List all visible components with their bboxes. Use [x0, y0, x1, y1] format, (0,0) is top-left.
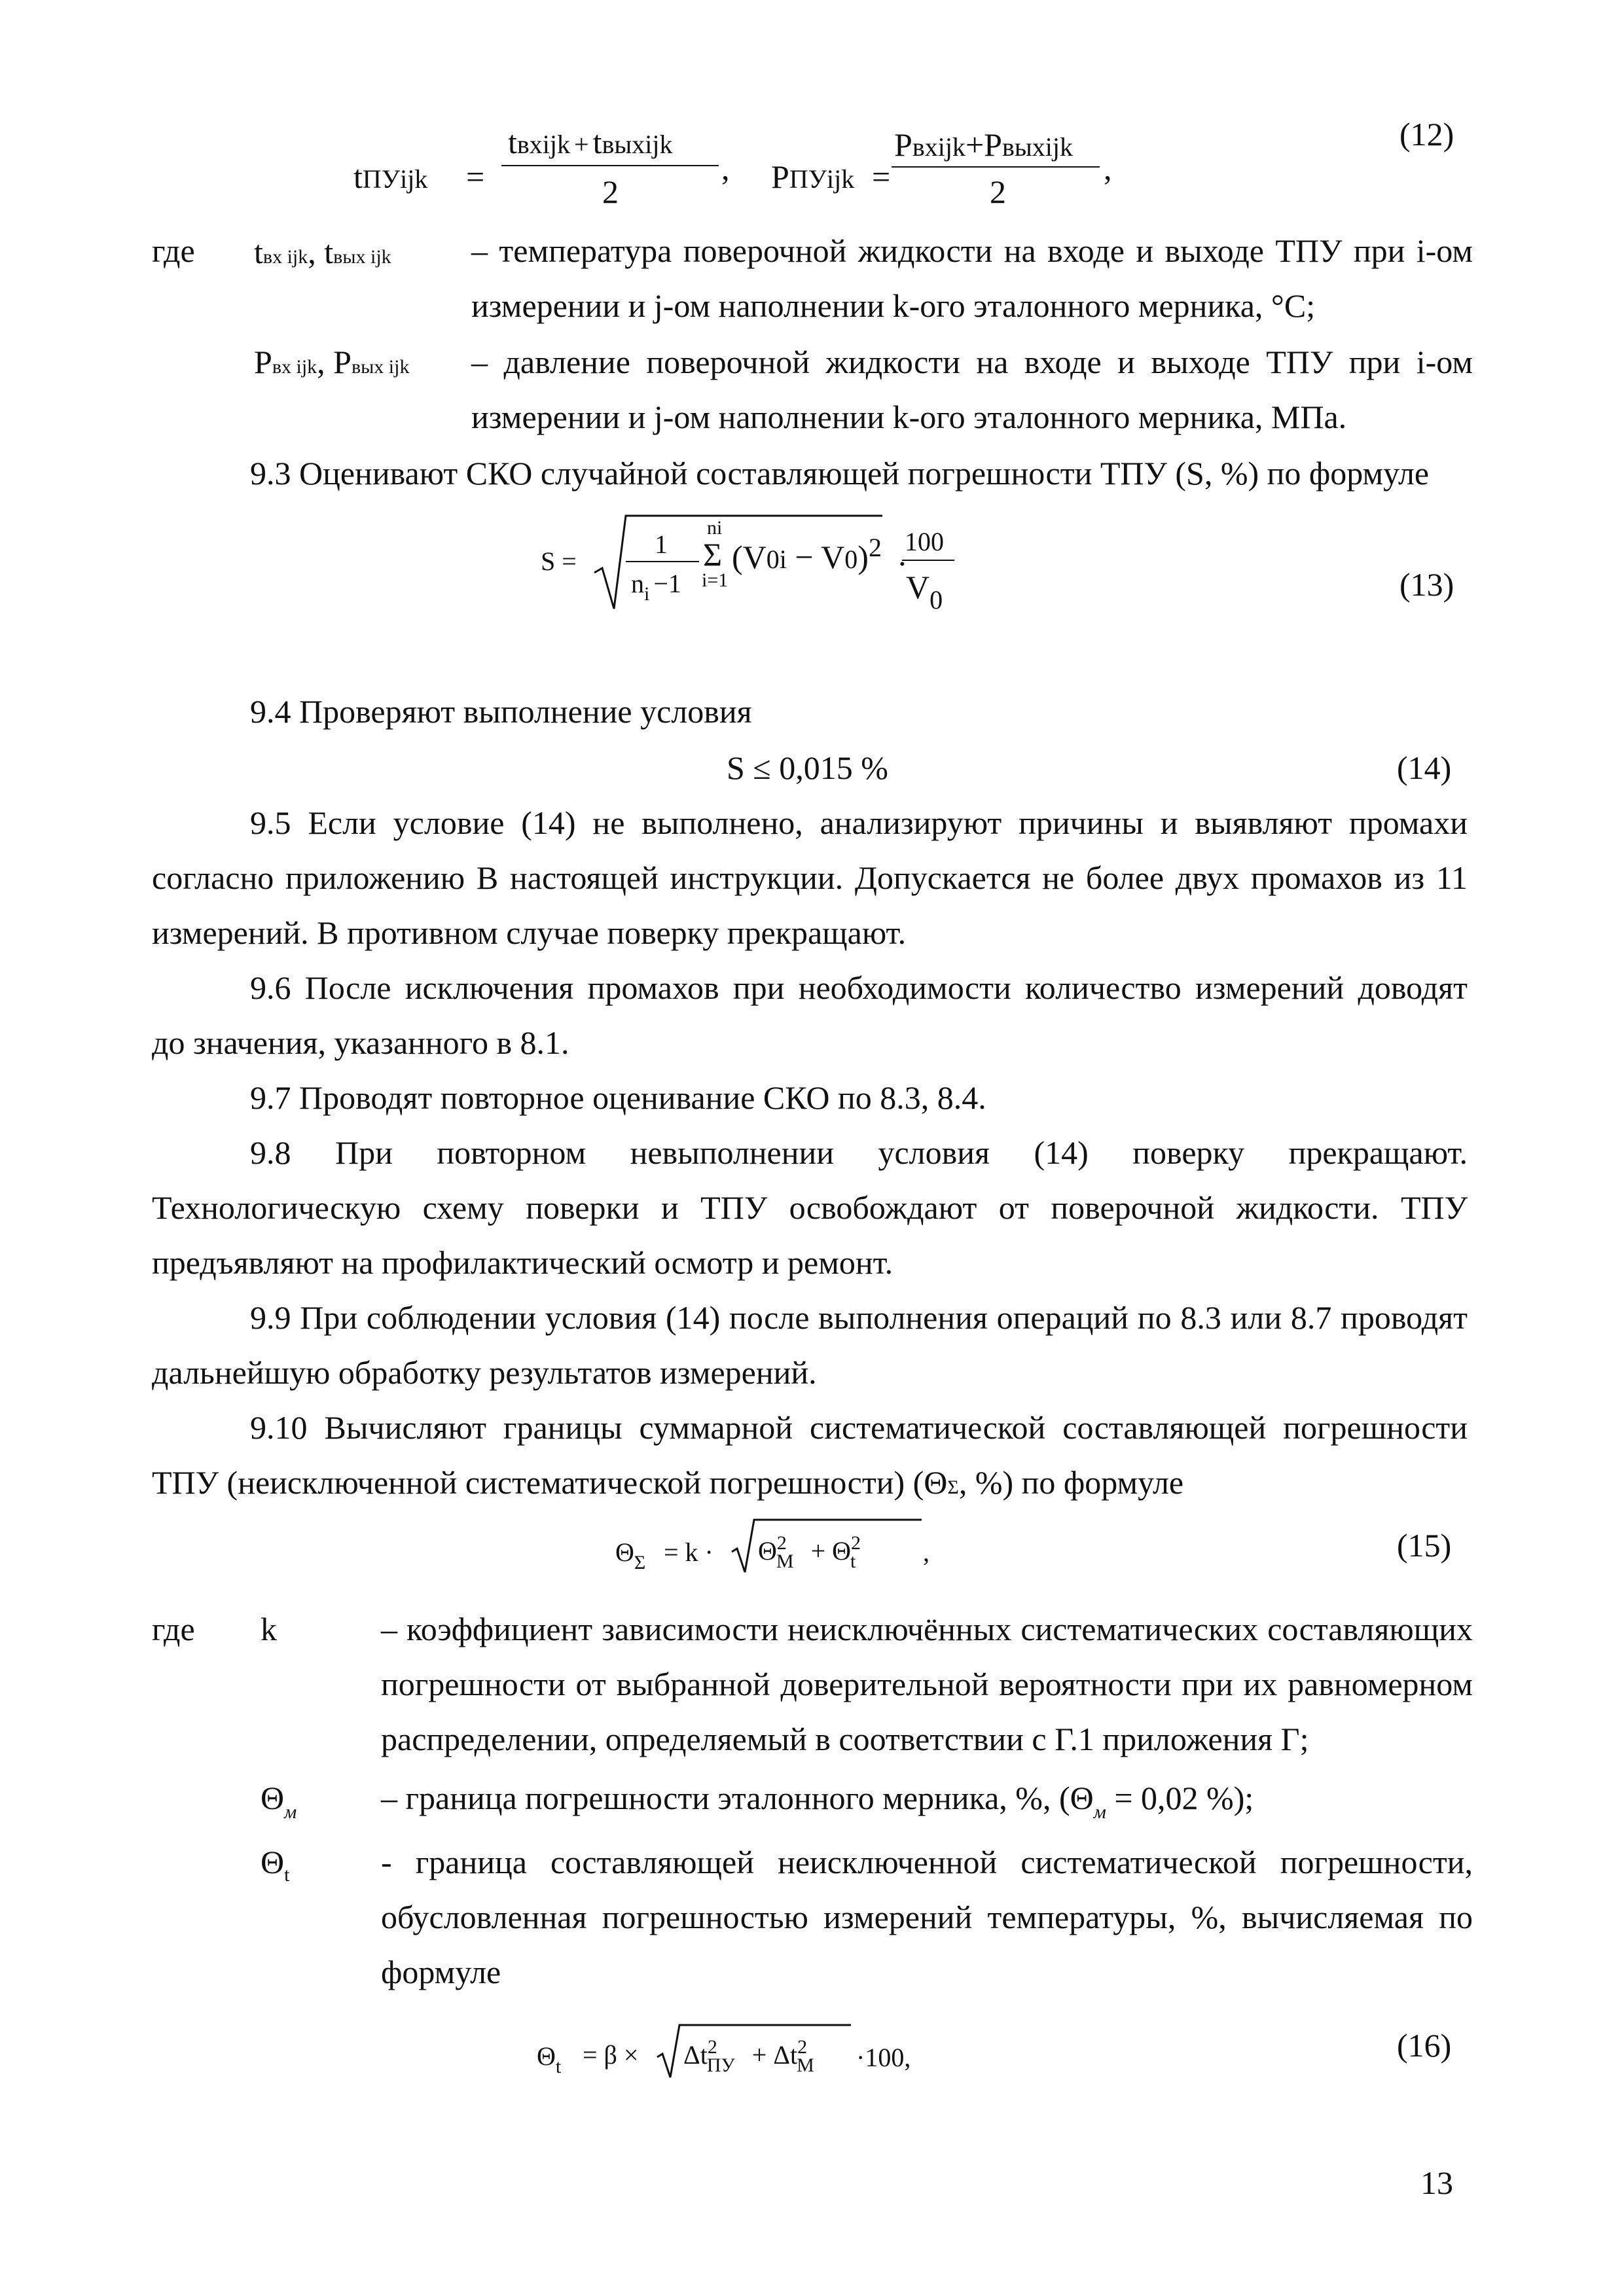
- where2-k-desc-line2: погрешности от выбранной доверительной вероятности при их равномерном: [381, 1666, 1473, 1702]
- eq13-sum-upper: ni: [707, 517, 723, 539]
- eq13-hundred: 100: [905, 527, 944, 556]
- eq13-sum-lower: i=1: [702, 569, 729, 591]
- where2-theta-m-desc: – граница погрешности эталонного мерника, %, ($\Theta_м = 0,02$ %);: [381, 1780, 1254, 1823]
- where1-symbol-p: Pвх ijk, Pвых ijk: [254, 344, 410, 380]
- where1-desc2-line1: – давление поверочной жидкости на входе и выходе ТПУ при i-ом: [471, 344, 1473, 380]
- eq15-lhs: $\Theta_\Sigma$: [615, 1537, 646, 1573]
- where-label-2: где: [152, 1611, 195, 1647]
- eq13-denominator: $n_i -1$: [631, 569, 681, 605]
- paragraph-9-5-line2: согласно приложению В настоящей инструкции. Допускается не более двух промахов из 11: [152, 859, 1468, 896]
- eq13-s: S =: [541, 547, 577, 576]
- eq13-one: 1: [655, 529, 668, 559]
- where2-k-desc-line1: – коэффициент зависимости неисключённых систематических составляющих: [381, 1611, 1473, 1647]
- page-number: 13: [1420, 2164, 1453, 2201]
- paragraph-9-5-line3: измерений. В противном случае поверку прекращают.: [152, 914, 907, 951]
- paragraph-9-9-line1: 9.9 При соблюдении условия (14) после выполнения операций по 8.3 или 8.7 проводят: [250, 1299, 1468, 1336]
- where2-symbol-k: k: [261, 1611, 277, 1647]
- equation-number-12: (12): [1399, 116, 1454, 152]
- eq12-p-equals: =: [872, 158, 891, 195]
- where1-desc1-line2: измерении и j-ом наполнении k-ого эталонного мерника, °С;: [471, 287, 1316, 324]
- eq12-p-lhs: PПУijk: [771, 158, 855, 195]
- paragraph-9-8-line1: 9.8 При повторном невыполнении условия (14) поверку прекращают.: [250, 1134, 1468, 1171]
- eq12-t-fraction-bar: [501, 165, 719, 166]
- equation-number-15: (15): [1397, 1527, 1452, 1564]
- eq15-equals-k: = k ·: [664, 1537, 713, 1567]
- eq12-t-lhs: tПУijk: [353, 158, 428, 195]
- where-label-1: где: [152, 232, 195, 269]
- eq13-term: $(V0i - V0)^2$: [732, 533, 882, 575]
- where2-theta-t-desc-line1: - граница составляющей неисключенной систематической погрешности,: [381, 1844, 1473, 1880]
- paragraph-9-4: 9.4 Проверяют выполнение условия: [250, 693, 752, 730]
- where1-desc1-line1: – температура поверочной жидкости на входе и выходе ТПУ при i-ом: [471, 232, 1473, 269]
- eq12-t-equals: =: [466, 158, 485, 195]
- where2-theta-t-desc-line2: обусловленная погрешностью измерений температуры, %, вычисляемая по: [381, 1899, 1473, 1935]
- eq13-v0: $V_0$: [906, 569, 943, 615]
- equation-number-13: (13): [1399, 566, 1454, 603]
- paragraph-9-7: 9.7 Проводят повторное оценивание СКО по 8.3, 8.4.: [250, 1079, 986, 1116]
- eq13-fraction-bar: [626, 561, 699, 562]
- paragraph-9-6-line1: 9.6 После исключения промахов при необходимости количество измерений доводят: [250, 969, 1468, 1006]
- eq15-radicand: $\Theta^2_М + \Theta^2_t$: [758, 1532, 861, 1572]
- eq12-comma1: ,: [721, 150, 730, 187]
- eq13-sigma: Σ: [703, 536, 723, 573]
- eq12-comma2: ,: [1104, 150, 1112, 187]
- equation-number-16: (16): [1397, 2027, 1452, 2064]
- eq16-equals-beta: = β ×: [583, 2040, 639, 2070]
- where2-k-desc-line3: распределении, определяемый в соответствии с Г.1 приложения Г;: [381, 1721, 1309, 1757]
- where1-desc2-line2: измерении и j-ом наполнении k-ого эталонного мерника, МПа.: [471, 399, 1347, 435]
- paragraph-9-10-line1: 9.10 Вычисляют границы суммарной систематической составляющей погрешности: [250, 1409, 1468, 1446]
- where1-symbol-t: tвх ijk, tвых ijk: [254, 234, 391, 270]
- eq16-tail: ·100,: [856, 2043, 911, 2072]
- eq12-p-denominator: 2: [990, 173, 1006, 210]
- eq13-dot: ·: [897, 545, 908, 582]
- paragraph-9-9-line2: дальнейшую обработку результатов измерений.: [152, 1354, 817, 1391]
- paragraph-9-6-line2: до значения, указанного в 8.1.: [152, 1024, 569, 1061]
- eq16-lhs: $\Theta_t$: [537, 2041, 562, 2077]
- eq12-t-numerator: tвхijk + tвыхijk: [508, 124, 673, 160]
- paragraph-9-3: 9.3 Оценивают СКО случайной составляющей погрешности ТПУ (S, %) по формуле: [250, 455, 1430, 492]
- paragraph-9-8-line3: предъявляют на профилактический осмотр и ремонт.: [152, 1244, 893, 1281]
- eq13-fraction-bar-2: [902, 560, 954, 561]
- equation-number-14: (14): [1397, 749, 1452, 786]
- eq16-radicand: $\Delta t^2_{ПУ} + \Delta t^2_М$: [683, 2036, 814, 2076]
- where2-symbol-theta-t: $\Theta_t$: [261, 1844, 290, 1886]
- eq14-expression: S ≤ 0,015 %: [727, 749, 888, 786]
- where2-symbol-theta-m: $\Theta_м$: [261, 1780, 297, 1823]
- paragraph-9-5-line1: 9.5 Если условие (14) не выполнено, анализируют причины и выявляют промахи: [250, 804, 1468, 841]
- eq12-p-numerator: Pвхijk+Pвыхijk: [894, 126, 1073, 163]
- where2-theta-t-desc-line3: формуле: [381, 1954, 501, 1990]
- paragraph-9-10-line2: ТПУ (неисключенной систематической погрешности) (ΘΣ, %) по формуле: [152, 1464, 1184, 1501]
- eq15-comma: ,: [923, 1537, 929, 1567]
- eq12-t-denominator: 2: [602, 173, 619, 210]
- eq12-p-fraction-bar: [892, 166, 1100, 168]
- paragraph-9-8-line2: Технологическую схему поверки и ТПУ освобождают от поверочной жидкости. ТПУ: [152, 1189, 1468, 1226]
